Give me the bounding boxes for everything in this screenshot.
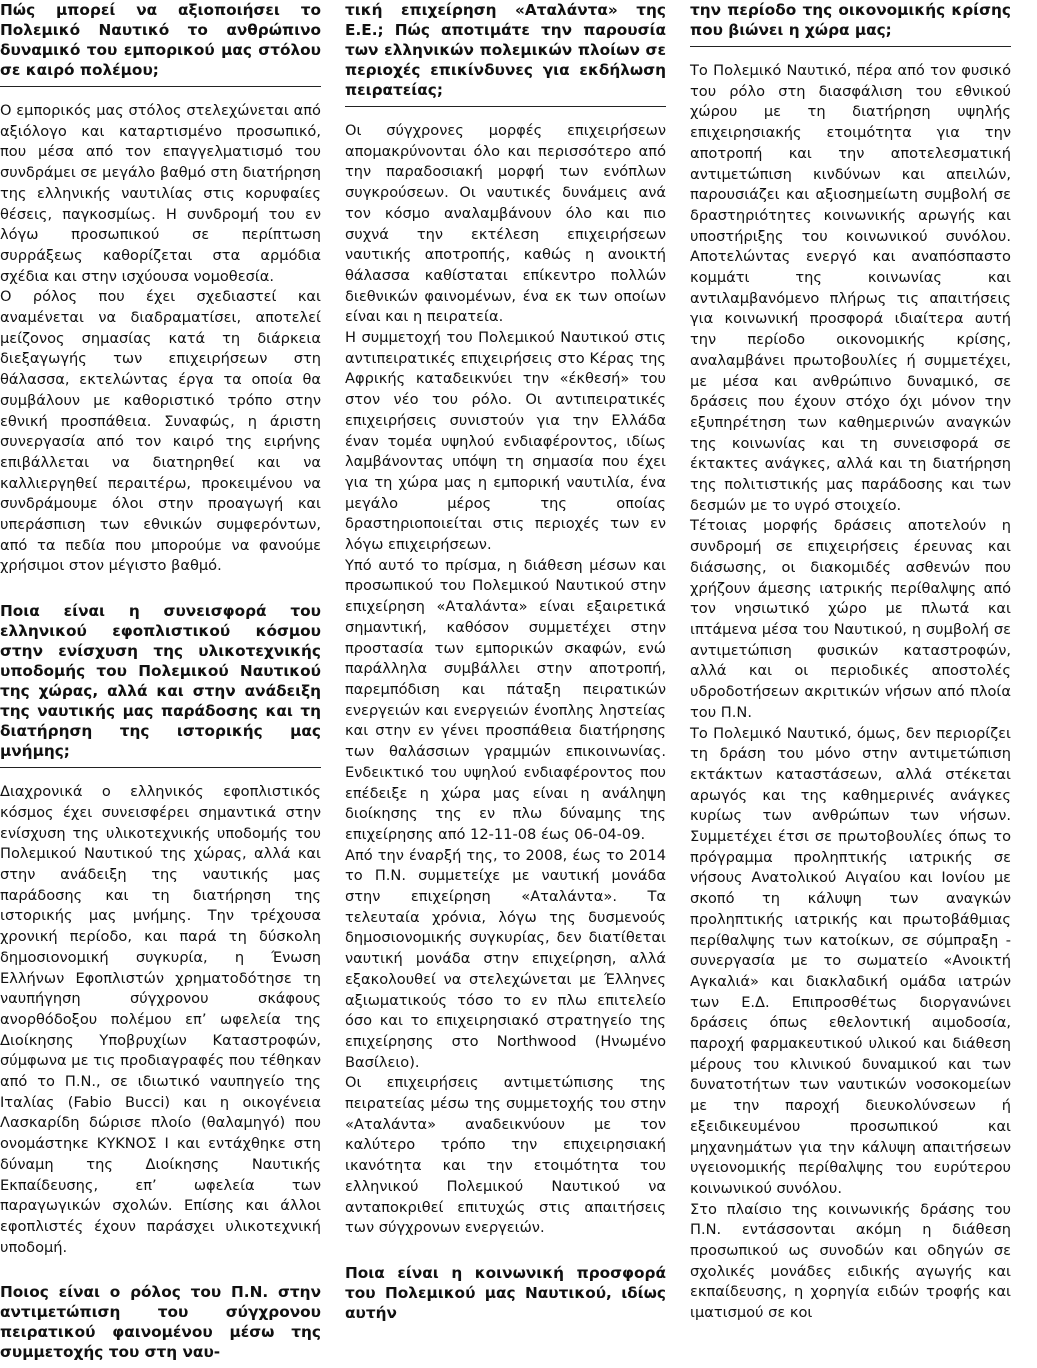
paragraph: Οι επιχειρήσεις αντιμετώπισης της πειρατείας μέσω της συμμετοχής του στην «Αταλάντα» αναδεικνύουν με τον καλύτερο τρόπο την επιχειρησιακή ικανότητα και την ετοιμότητα του ελληνικού Πολεμικού Ναυτικού να ανταποκριθεί επιτυχώς στις απαιτήσεις των σύγχρονων ενεργειών. [345,1074,666,1237]
question-heading: την περίοδο της οικονομικής κρίσης που βιώνει η χώρα μας; [690,0,1011,47]
paragraph: Η συμμετοχή του Πολεμικού Ναυτικού στις αντιπειρατικές επιχειρήσεις στο Κέρας της Αφρικής καταδεικνύει την «έκθεσή» του στον νέο του ρόλο. Οι αντιπειρατικές επιχειρήσεις συνιστούν για την Ελλάδα έναν τομέα υψηλού ενδιαφέροντος, ιδίως λαμβάνοντας υπόψη τη σημασία που έχει για τη χώρα μας η εμπορική ναυτιλία, ένα μεγάλο μέρος της οποίας δραστηριοποιείται στις περιοχές των εν λόγω επιχειρήσεων. [345,329,666,554]
column-2 [345,0,666,1322]
paragraph: Τέτοιας μορφής δράσεις αποτελούν η συνδρομή σε επιχειρήσεις έρευνας και διάσωσης, οι διακομιδές ασθενών που χρήζουν άμεσης ιατρικής περίθαλψης από τον νησιωτικό χώρο με πλωτά και ιπτάμενα μέσα του Ναυτικού, η συμβολή σε αντιμετώπιση φυσικών καταστροφών, αλλά και οι περιοδικές αποστολές υδροδοτήσεων ακριτικών νήσων από πλοία του Π.Ν. [690,517,1011,721]
question-heading: Ποιος είναι ο ρόλος του Π.Ν. στην αντιμετώπιση του σύγχρονου πειρατικού φαινομένου μέσω της συμμετοχής του στη ναυ- [0,1283,321,1362]
paragraph: Στο πλαίσιο της κοινωνικής δράσης του Π.Ν. εντάσσονται ακόμη η διάθεση προσωπικού ως συνοδών και οδηγών σε σχολικές μονάδες ειδικής αγωγής και εκπαίδευσης, η χορηγία ειδών τροφής και ιματισμού σε κοι [690,1200,1011,1322]
paragraph: Από την έναρξή της, το 2008, έως το 2014 το Π.Ν. συμμετείχε με ναυτική μονάδα στην επιχείρηση «Αταλάντα». Τα τελευταία χρόνια, λόγω της δυσμενούς δημοσιονομικής συγκυρίας, δεν διατίθεται ναυτική μονάδα στην επιχείρηση, αλλά εξακολουθεί να στελεχώνεται με Έλληνες αξιωματικούς τόσο το εν πλω επιτελείο όσο και το επιχειρησιακό στρατηγείο της επιχείρησης στο Northwood (Ηνωμένο Βασίλειο). [345,846,666,1071]
question-heading: Ποια είναι η συνεισφορά του ελληνικού εφοπλιστικού κόσμου στην ενίσχυση της υλικοτεχνικής υποδομής του Πολεμικού Ναυτικού της χώρας, αλλά και στην ανάδειξη της ναυτικής μας παράδοσης και τη διατήρηση της ιστορικής μας μνήμης; [0,601,321,768]
question-heading: Ποια είναι η κοινωνική προσφορά του Πολεμικού μας Ναυτικού, ιδίως αυτήν [345,1263,666,1322]
column-3 [690,0,1011,1322]
paragraph: Ο εμπορικός μας στόλος στελεχώνεται από αξιόλογο και καταρτισμένο προσωπικό, που μέσα από τον επαγγελματισμό του συνδράμει σε μεγάλο βαθμό στη διατήρηση της ελληνικής ναυτιλίας στις κορυφαίες θέσεις, παγκοσμίως. Η συνδρομή του εν λόγω προσωπικού σε περίπτωση συρράξεως καθορίζεται στα αρμόδια σχέδια και στην ισχύουσα νομοθεσία. [0,102,321,285]
paragraph: Το Πολεμικό Ναυτικό, όμως, δεν περιορίζει τη δράση του μόνο στην αντιμετώπιση εκτάκτων καταστάσεων, αλλά στέκεται αρωγός και της καθημερινές ανάγκες κυρίως των ανθρώπων των νήσων. Συμμετέχει έτσι σε πρωτοβουλίες όπως το πρόγραμμα προληπτικής ιατρικής σε νήσους Ανατολικού Αιγαίου και Ιονίου με σκοπό τη κάλυψη των αναγκών προληπτικής ιατρικής και πρωτοβάθμιας περίθαλψης των κατοίκων, σε σύμπραξη - συνεργασία με το σωματείο «Ανοικτή Αγκαλιά» και διακλαδική ομάδα ιατρών των Ε.Δ. Επιπροσθέτως διοργανώνει δράσεις όπως εθελοντική αιμοδοσία, παροχή φαρμακευτικού υλικού και διάθεση μέρους του κλινικού δυναμικού και των δυνατοτήτων των ναυτικών νοσοκομείων με την παροχή διευκολύνσεων ή εξειδικευμένου προσωπικού και μηχανημάτων για την κάλυψη απαιτήσεων υγειονομικής περίθαλψης του ευρύτερου κοινωνικού συνόλου. [690,724,1011,1197]
question-heading: τική επιχείρηση «Αταλάντα» της Ε.Ε.; Πώς αποτιμάτε την παρουσία των ελληνικών πολεμικών πλοίων σε περιοχές επικίνδυνες για εκδήλωση πειρατείας; [345,0,666,107]
paragraph: Οι σύγχρονες μορφές επιχειρήσεων απομακρύνονται όλο και περισσότερο από την παραδοσιακή μορφή των ενόπλων συγκρούσεων. Οι ναυτικές δυνάμεις ανά τον κόσμο αναλαμβάνουν όλο και πιο συχνά την εκτέλεση επιχειρήσεων ναυτικής αποτροπής, καθώς η ανοικτή θάλασσα καθίσταται επίκεντρο πολλών διεθνικών φαινομένων, ένα εκ των οποίων είναι και η πειρατεία. [345,122,666,326]
paragraph: Ο ρόλος που έχει σχεδιαστεί και αναμένεται να διαδραματίσει, αποτελεί μείζονος σημασίας κατά τη διάρκεια διεξαγωγής των επιχειρήσεων στη θάλασσα, εκτελώντας έργα τα οποία θα συμβάλουν με καθοριστικό τρόπο στην εθνική προσπάθεια. Συναφώς, η άριστη συνεργασία από τον καιρό της ειρήνης επιβάλλεται να διατηρηθεί και να καλλιεργηθεί περαιτέρω, προκειμένου να συνδράμουμε όλοι στην προαγωγή και υπεράσπιση των εθνικών συμφερόντων, από τα πεδία που μπορούμε να φανούμε χρήσιμοι στον μέγιστο βαθμό. [0,288,321,575]
paragraph: Διαχρονικά ο ελληνικός εφοπλιστικός κόσμος έχει συνεισφέρει σημαντικά στην ενίσχυση της υλικοτεχνικής υποδομής του Πολεμικού Ναυτικού της χώρας, αλλά και στην ανάδειξη της ναυτικής μας παράδοσης και τη διατήρηση της ιστορικής μας μνήμης. Την τρέχουσα χρονική περίοδο, και παρά τη δύσκολη δημοσιονομική συγκυρία, η Ένωση Ελλήνων Εφοπλιστών χρηματοδότησε τη ναυπήγηση σύγχρονου σκάφους ανορθόδοξου πολέμου επ’ ωφελεία της Διοίκησης Υποβρυχίων Καταστροφών, σύμφωνα με τις προδιαγραφές που τέθηκαν από το Π.Ν., σε ιδιωτικό ναυπηγείο της Ιταλίας (Fabio Bucci) και η οικογένεια Λασκαρίδη δώρισε πλοίο (θαλαμηγό) που ονομάστηκε ΚΥΚΝΟΣ Ι και εντάχθηκε στη δύναμη της Διοίκησης Ναυτικής Εκπαίδευσης, επ’ ωφελεία των παραγωγικών σχολών. Επίσης και άλλοι εφοπλιστές έχουν παράσχει υλικοτεχνική υποδομή. [0,783,321,1256]
paragraph: Υπό αυτό το πρίσμα, η διάθεση μέσων και προσωπικού του Πολεμικού Ναυτικού στην επιχείρηση «Αταλάντα» είναι εξαιρετικά σημαντική, καθόσον συμμετέχει στην προστασία των εμπορικών σκαφών, ενώ παράλληλα συμβάλλει στην αποτροπή, παρεμπόδιση και πάταξη πειρατικών ενεργειών και ενεργειών ένοπλης ληστείας και στην εν γένει προσπάθεια διατήρησης των θαλάσσιων γραμμών επικοινωνίας. Ενδεικτικό του υψηλού ενδιαφέροντος που επέδειξε η χώρα μας είναι η ανάληψη διοίκησης της εν πλω δύναμης της επιχείρησης από 12-11-08 έως 06-04-09. [345,556,666,843]
question-heading: Πώς μπορεί να αξιοποιήσει το Πολεμικό Ναυτικό το ανθρώπινο δυναμικό του εμπορικού μας στόλου σε καιρό πολέμου; [0,0,321,87]
paragraph: Το Πολεμικό Ναυτικό, πέρα από τον φυσικό του ρόλο στη διασφάλιση του εθνικού χώρου με τη διατήρηση υψηλής επιχειρησιακής ετοιμότητα για την αποτροπή και την αποτελεσματική αντιμετώπιση κινδύνων και απειλών, παρουσιάζει και αξιοσημείωτη συμβολή σε δραστηριότητες κοινωνικής αρωγής και υποστήριξης του κοινωνικού συνόλου. Αποτελώντας ενεργό και αναπόσπαστο κομμάτι της κοινωνίας και αντιλαμβανόμενο πλήρως τις απαιτήσεις για κοινωνική προσφορά ιδιαίτερα αυτή την περίοδο οικονομικής κρίσης, αναλαμβάνει πρωτοβουλίες ή συμμετέχει, με μέσα και ανθρώπινο δυναμικό, σε δράσεις που έχουν στόχο όχι μόνον την εξυπηρέτηση των καθημερινών αναγκών της κοινωνίας και τη συνεισφορά σε έκτακτες ανάγκες, αλλά και τη διατήρηση της πολιτιστικής μας παράδοσης και των δεσμών με το υγρό στοιχείο. [690,62,1011,514]
column-1 [0,0,321,1362]
